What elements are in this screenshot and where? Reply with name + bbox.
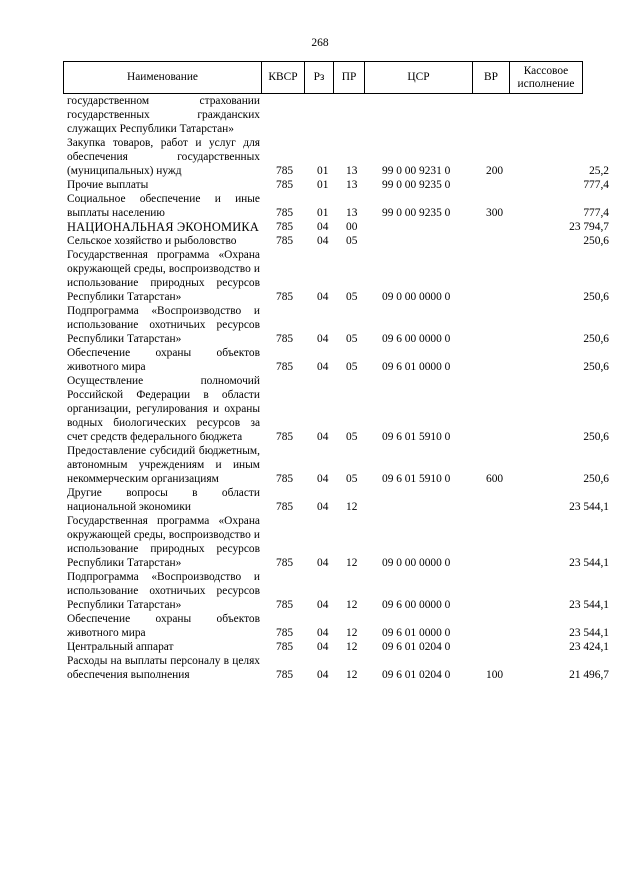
row-csr: 99 0 00 9231 0 [382,165,451,177]
row-kvsr: 785 [276,291,294,303]
table-row [0,514,640,570]
row-pr: 05 [346,333,358,345]
header-name: Наименование [64,62,262,94]
row-csr: 99 0 00 9235 0 [382,207,451,219]
row-pr: 13 [346,165,358,177]
row-name: Сельское хозяйство и рыболовство [67,235,237,247]
row-name: Обеспечение охраны объектов животного мира [67,347,260,373]
row-pr: 12 [346,501,358,513]
row-rz: 04 [317,235,329,247]
row-amount: 777,4 [583,179,609,191]
row-rz: 04 [317,473,329,485]
row-rz: 04 [317,557,329,569]
row-name: Подпрограмма «Воспроизводство и использование охотничьих ресурсов Республики Татарстан» [67,571,260,611]
row-vr: 200 [486,165,504,177]
table-row [0,640,640,654]
header-vr: ВР [473,62,510,94]
row-kvsr: 785 [276,473,294,485]
row-csr: 09 6 01 0000 0 [382,627,451,639]
row-pr: 05 [346,431,358,443]
table-row [0,234,640,248]
table-row [0,220,640,234]
row-pr: 05 [346,291,358,303]
table-row [0,570,640,612]
row-csr: 09 6 01 5910 0 [382,473,451,485]
row-pr: 13 [346,207,358,219]
row-vr: 100 [486,669,504,681]
table-row [0,486,640,514]
row-kvsr: 785 [276,431,294,443]
row-pr: 00 [346,221,358,233]
header-rz: Рз [305,62,334,94]
row-amount: 25,2 [589,165,609,177]
row-name: Закупка товаров, работ и услуг для обеспечения государственных (муниципальных) нужд [67,137,260,177]
table-header [63,61,583,94]
row-amount: 250,6 [583,473,609,485]
row-name: государственном страховании государственных гражданских служащих Республики Татарстан» [67,95,260,135]
row-rz: 01 [317,179,329,191]
table-row [0,304,640,346]
row-name: Обеспечение охраны объектов животного мира [67,613,260,639]
row-pr: 05 [346,361,358,373]
row-amount: 250,6 [583,235,609,247]
row-csr: 09 6 00 0000 0 [382,333,451,345]
row-name: Центральный аппарат [67,641,174,653]
row-name: Другие вопросы в области национальной экономики [67,487,260,513]
row-vr: 600 [486,473,504,485]
row-rz: 01 [317,207,329,219]
row-name: Подпрограмма «Воспроизводство и использование охотничьих ресурсов Республики Татарстан» [67,305,260,345]
row-pr: 05 [346,235,358,247]
table-row [0,654,640,682]
table-row [0,136,640,178]
row-pr: 12 [346,641,358,653]
table-row [0,248,640,304]
row-pr: 12 [346,669,358,681]
table-row [0,94,640,136]
row-rz: 04 [317,291,329,303]
row-amount: 23 544,1 [569,557,609,569]
row-kvsr: 785 [276,669,294,681]
row-amount: 250,6 [583,291,609,303]
row-kvsr: 785 [276,361,294,373]
row-kvsr: 785 [276,627,294,639]
row-kvsr: 785 [276,501,294,513]
row-name: Социальное обеспечение и иные выплаты населению [67,193,260,219]
row-vr: 300 [486,207,504,219]
row-amount: 23 544,1 [569,627,609,639]
row-csr: 99 0 00 9235 0 [382,179,451,191]
row-pr: 13 [346,179,358,191]
row-rz: 04 [317,501,329,513]
table-row [0,192,640,220]
row-rz: 04 [317,627,329,639]
row-rz: 04 [317,361,329,373]
header-kassovoe-ispolnenie [510,62,583,94]
row-amount: 250,6 [583,361,609,373]
header-kvsr: КВСР [262,62,305,94]
row-kvsr: 785 [276,333,294,345]
page-number: 268 [311,37,329,49]
row-csr: 09 6 01 5910 0 [382,431,451,443]
row-name: Государственная программа «Охрана окружающей среды, воспроизводство и использование природных ресурсов Республики Татарстан» [67,249,260,303]
row-rz: 04 [317,641,329,653]
row-csr: 09 6 01 0000 0 [382,361,451,373]
row-csr: 09 6 01 0204 0 [382,641,451,653]
row-name: Государственная программа «Охрана окружающей среды, воспроизводство и использование природных ресурсов Республики Татарстан» [67,515,260,569]
table-row [0,612,640,640]
row-rz: 01 [317,165,329,177]
row-rz: 04 [317,333,329,345]
row-kvsr: 785 [276,221,294,233]
table-body [0,94,640,682]
row-csr: 09 6 00 0000 0 [382,599,451,611]
row-kvsr: 785 [276,179,294,191]
row-name: Расходы на выплаты персоналу в целях обеспечения выполнения [67,655,260,681]
row-rz: 04 [317,599,329,611]
row-pr: 12 [346,599,358,611]
row-rz: 04 [317,669,329,681]
header-pr: ПР [334,62,365,94]
row-rz: 04 [317,221,329,233]
row-amount: 23 794,7 [569,221,609,233]
table-row [0,178,640,192]
header-csr: ЦСР [365,62,473,94]
row-name: Прочие выплаты [67,179,149,191]
row-pr: 05 [346,473,358,485]
row-kvsr: 785 [276,599,294,611]
row-amount: 250,6 [583,333,609,345]
row-name: Осуществление полномочий Российской Федерации в области организации, регулирования и охраны водных биологических ресурсов за счет средств федерального бюджета [67,375,260,443]
row-amount: 21 496,7 [569,669,609,681]
row-amount: 23 544,1 [569,599,609,611]
table-row [0,374,640,444]
row-rz: 04 [317,431,329,443]
row-kvsr: 785 [276,165,294,177]
row-amount: 777,4 [583,207,609,219]
row-kvsr: 785 [276,207,294,219]
row-name: НАЦИОНАЛЬНАЯ ЭКОНОМИКА [67,220,259,234]
row-csr: 09 6 01 0204 0 [382,669,451,681]
row-kvsr: 785 [276,641,294,653]
row-amount: 250,6 [583,431,609,443]
row-amount: 23 544,1 [569,501,609,513]
row-pr: 12 [346,557,358,569]
row-amount: 23 424,1 [569,641,609,653]
row-kvsr: 785 [276,235,294,247]
table-row [0,444,640,486]
header-kassa-line1: Кассовое [523,64,569,77]
row-pr: 12 [346,627,358,639]
header-kassa-line2: исполнение [517,77,575,90]
row-csr: 09 0 00 0000 0 [382,291,451,303]
row-name: Предоставление субсидий бюджетным, автономным учреждениям и иным некоммерческим организациям [67,445,260,485]
table-row [0,346,640,374]
row-csr: 09 0 00 0000 0 [382,557,451,569]
row-kvsr: 785 [276,557,294,569]
